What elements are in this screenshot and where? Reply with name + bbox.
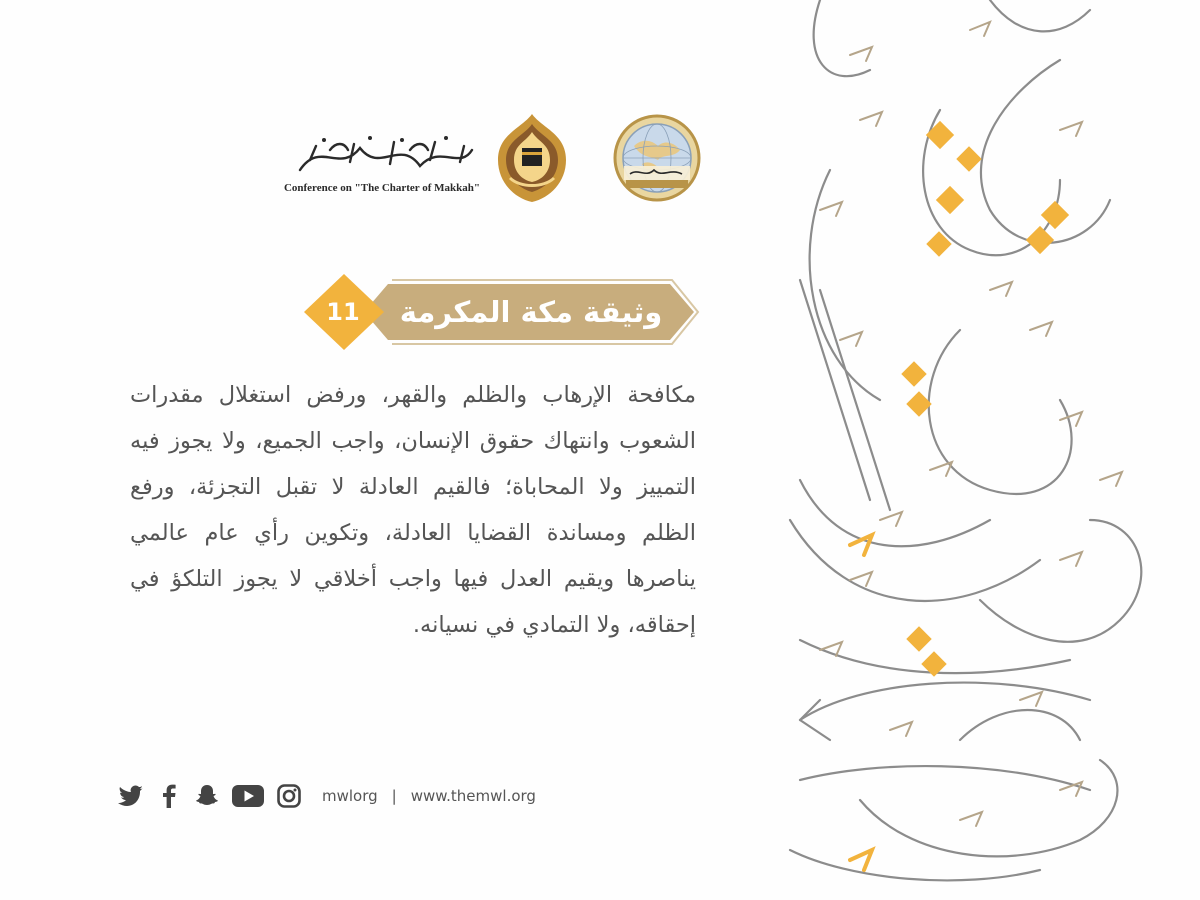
title-badge: [300, 272, 700, 352]
footer-separator: |: [391, 787, 397, 805]
header-logos: [282, 110, 702, 210]
conference-calligraphy: [290, 130, 480, 182]
website-link[interactable]: www.themwl.org: [410, 787, 536, 805]
youtube-icon[interactable]: [232, 783, 264, 809]
social-icons: [118, 783, 302, 809]
conference-logo: [282, 118, 492, 208]
muslim-world-league-logo: [612, 110, 702, 206]
calligraphy-decoration: [760, 0, 1200, 900]
twitter-icon[interactable]: [118, 783, 144, 809]
title-text: وثيقة مكة المكرمة: [399, 295, 663, 329]
snapchat-icon[interactable]: [194, 783, 220, 809]
facebook-icon[interactable]: [156, 783, 182, 809]
social-handle[interactable]: mwlorg: [322, 787, 378, 805]
footer: [118, 780, 536, 812]
conference-english-title: Conference on "The Charter of Makkah": [283, 182, 480, 194]
kaaba-emblem: [492, 110, 572, 206]
charter-paragraph: مكافحة الإرهاب والظلم والقهر، ورفض استغلال مقدرات الشعوب وانتهاك حقوق الإنسان، واجب الجميع، ولا يجوز فيه التمييز ولا المحاباة؛ فالقيم العادلة لا تقبل التجزئة، ورفع الظلم ومساندة القضايا العادلة، وتكوين رأي عام عالمي يناصرها ويقيم العدل فيها واجب أخلاقي لا يجوز التلكؤ في إحقاقه، ولا التمادي في نسيانه.: [130, 382, 696, 638]
instagram-icon[interactable]: [276, 783, 302, 809]
conference-calligraphy-mark: [290, 130, 480, 182]
item-number: 11: [326, 298, 360, 326]
